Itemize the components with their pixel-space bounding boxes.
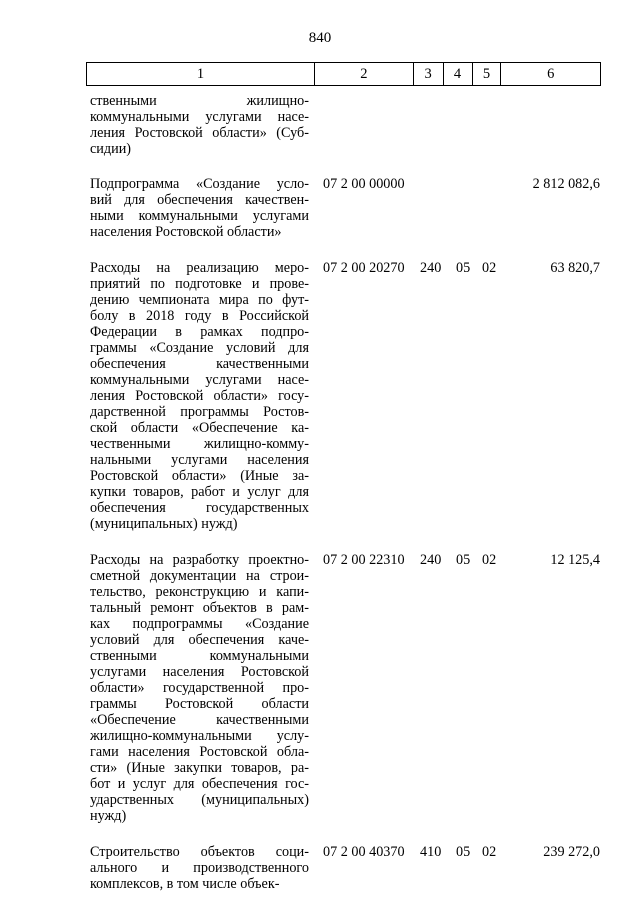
description-line: бот и услуг для обеспечения гос- — [90, 776, 309, 792]
description-line: комплексов, в том числе объек- — [90, 876, 280, 892]
description-line: Ростовской области» (Иные за- — [90, 468, 309, 484]
rz-cell: 05 — [456, 260, 471, 276]
column-header-4: 4 — [444, 63, 473, 85]
description-line: тельство, реконструкцию и капи- — [90, 584, 309, 600]
description-line: ках подпрограммы «Создание — [90, 616, 309, 632]
description-line: ственными жилищно- — [90, 93, 309, 109]
description-line: коммунальными услугами насе- — [90, 109, 309, 125]
description-line: ственными коммунальными — [90, 648, 309, 664]
description-line: условий для обеспечения каче- — [90, 632, 309, 648]
code-cell: 07 2 00 22310 — [323, 552, 405, 568]
description-line: сидии) — [90, 141, 132, 157]
vr-cell: 240 — [420, 260, 442, 276]
description-line: вий для обеспечения качествен- — [90, 192, 309, 208]
description-line: нальными услугами населения — [90, 452, 309, 468]
column-header-6: 6 — [547, 66, 555, 82]
description-line: гами населения Ростовской обла- — [90, 744, 309, 760]
column-header-5: 5 — [473, 63, 502, 85]
pr-cell: 02 — [482, 260, 497, 276]
column-header-1: 1 — [87, 63, 315, 85]
description-line: Расходы на реализацию меро- — [90, 260, 309, 276]
column-header-3: 3 — [414, 63, 444, 85]
description-line: Расходы на разработку проектно- — [90, 552, 309, 568]
row-description — [90, 552, 309, 824]
description-line: (муниципальных) нужд) — [90, 516, 238, 532]
description-line: «Обеспечение качественными — [90, 712, 309, 728]
table-row — [90, 176, 600, 240]
description-line: жилищно-коммунальными услу- — [90, 728, 309, 744]
description-line: ударственных (муниципальных) — [90, 792, 309, 808]
row-description — [90, 176, 309, 240]
description-line: ской области «Обеспечение ка- — [90, 420, 309, 436]
table-row — [90, 93, 600, 157]
code-cell: 07 2 00 00000 — [323, 176, 405, 192]
table-header — [86, 62, 601, 86]
description-line: граммы «Создание условий для — [90, 340, 309, 356]
description-line: нужд) — [90, 808, 127, 824]
table-body — [90, 93, 600, 912]
row-description — [90, 260, 309, 532]
description-line: сти» (Иные закупки товаров, ра- — [90, 760, 309, 776]
amount-cell: 239 272,0 — [543, 844, 600, 860]
description-line: купки товаров, работ и услуг для — [90, 484, 309, 500]
description-line: приятий по подготовке и прове- — [90, 276, 309, 292]
description-line: чественными жилищно-комму- — [90, 436, 309, 452]
table-row — [90, 844, 600, 892]
code-cell: 07 2 00 20270 — [323, 260, 405, 276]
vr-cell: 410 — [420, 844, 442, 860]
description-line: населения Ростовской области» — [90, 224, 282, 240]
rz-cell: 05 — [456, 552, 471, 568]
description-line: ными коммунальными услугами — [90, 208, 309, 224]
description-line: болу в 2018 году в Российской — [90, 308, 309, 324]
page-number: 840 — [308, 30, 332, 46]
description-line: граммы Ростовской области — [90, 696, 309, 712]
vr-cell: 240 — [420, 552, 442, 568]
description-line: обеспечения качественными — [90, 356, 309, 372]
description-line: ления Ростовской области» госу- — [90, 388, 309, 404]
description-line: ального и производственного — [90, 860, 309, 876]
description-line: области» государственной про- — [90, 680, 309, 696]
description-line: Строительство объектов соци- — [90, 844, 309, 860]
table-row — [90, 260, 600, 532]
description-line: тальный ремонт объектов в рам- — [90, 600, 309, 616]
description-line: Подпрограмма «Создание усло- — [90, 176, 309, 192]
description-line: Федерации в рамках подпро- — [90, 324, 309, 340]
description-line: ления Ростовской области» (Суб- — [90, 125, 309, 141]
pr-cell: 02 — [482, 844, 497, 860]
rz-cell: 05 — [456, 844, 471, 860]
code-cell: 07 2 00 40370 — [323, 844, 405, 860]
description-line: обеспечения государственных — [90, 500, 309, 516]
description-line: услугами населения Ростовской — [90, 664, 309, 680]
row-description — [90, 93, 309, 157]
description-line: коммунальными услугами насе- — [90, 372, 309, 388]
table-row — [90, 552, 600, 824]
column-header-2: 2 — [315, 63, 414, 85]
description-line: сметной документации на строи- — [90, 568, 309, 584]
pr-cell: 02 — [482, 552, 497, 568]
description-line: дению чемпионата мира по фут- — [90, 292, 309, 308]
description-line: дарственной программы Ростов- — [90, 404, 309, 420]
amount-cell: 63 820,7 — [550, 260, 600, 276]
row-description — [90, 844, 309, 892]
amount-cell: 12 125,4 — [550, 552, 600, 568]
amount-cell: 2 812 082,6 — [532, 176, 600, 192]
